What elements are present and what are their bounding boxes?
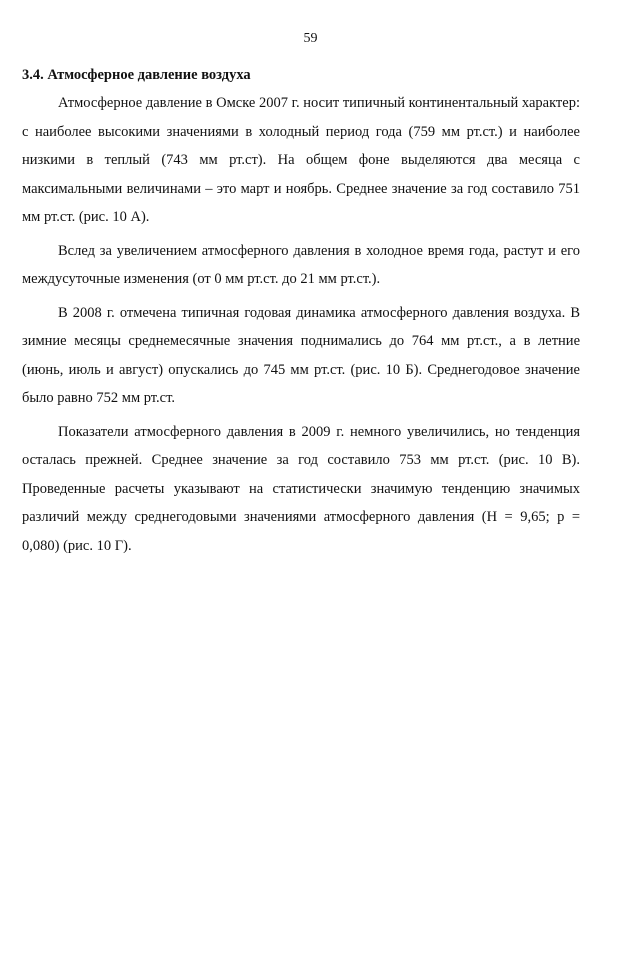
paragraph-3: В 2008 г. отмечена типичная годовая динамика атмосферного давления воздуха. В зимние месяцы среднемесячные значения поднимались до 764 мм рт.ст., а в летние (июнь, июль и август) опускались до 745 мм рт.ст. (рис. 10 Б). Среднегодовое значение было равно 752 мм рт.ст.: [22, 304, 580, 406]
page-content: [22, 62, 580, 565]
paragraph-2: Вслед за увеличением атмосферного давления в холодное время года, растут и его междусуточные изменения (от 0 мм рт.ст. до 21 мм рт.ст.).: [22, 242, 580, 287]
paragraph-4: Показатели атмосферного давления в 2009 г. немного увеличились, но тенденция осталась прежней. Среднее значение за год составило 753 мм рт.ст. (рис. 10 В). Проведенные расчеты указывают на статистически значимую тенденцию значимых различий между среднегодовыми значениями атмосферного давления (H = 9,65; p = 0,080) (рис. 10 Г).: [22, 423, 580, 554]
paragraph-1: Атмосферное давление в Омске 2007 г. носит типичный континентальный характер: с наиболее высокими значениями в холодный период года (759 мм рт.ст.) и наиболее низкими в теплый (743 мм рт.ст). На общем фоне выделяются два месяца с максимальными величинами – это март и ноябрь. Среднее значение за год составило 751 мм рт.ст. (рис. 10 А).: [22, 95, 580, 225]
section-heading: 3.4. Атмосферное давление воздуха: [22, 67, 251, 83]
page-number: 59: [303, 31, 318, 46]
